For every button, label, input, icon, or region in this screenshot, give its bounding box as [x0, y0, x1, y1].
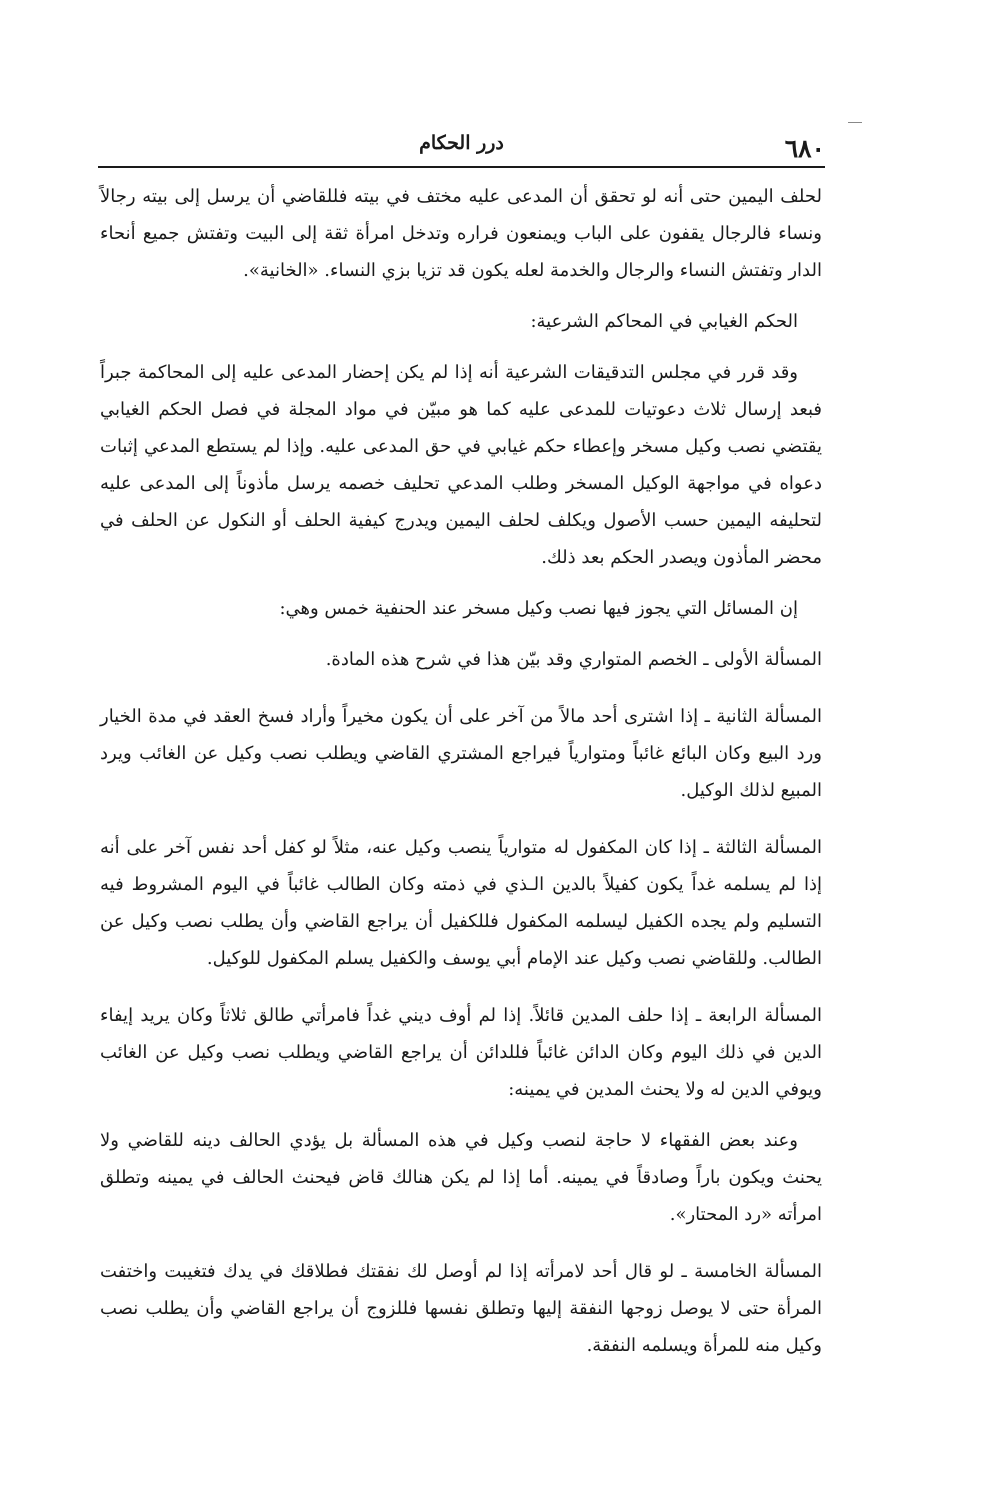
page-header — [98, 130, 825, 164]
running-title: درر الحكام — [419, 132, 504, 154]
page-number: ٦٨٠ — [784, 134, 825, 163]
paragraph: المسألة الثانية ـ إذا اشترى أحد مالاً من آخر على أن يكون مخيراً وأراد فسخ العقد في مدة الخيار ورد البيع وكان البائع غائباً ومتوارياً فيراجع المشتري القاضي ويطلب نصب وكيل عن الغائب ويرد المبيع لذلك الوكيل. — [100, 706, 822, 801]
paragraph: المسألة الأولى ـ الخصم المتواري وقد بيّن هذا في شرح هذه المادة. — [325, 649, 822, 670]
paragraph: المسألة الرابعة ـ إذا حلف المدين قائلاً. إذا لم أوف ديني غداً فامرأتي طالق ثلاثاً وكان يريد إيفاء الدين في ذلك اليوم وكان الدائن غائباً فللدائن أن يراجع القاضي ويطلب نصب وكيل عن الغائب ويوفي الدين له ولا يحنث المدين في يمينه: — [100, 1005, 822, 1100]
section-heading: الحكم الغيابي في المحاكم الشرعية: — [530, 311, 798, 332]
paragraph: لحلف اليمين حتى أنه لو تحقق أن المدعى عليه مختف في بيته فللقاضي أن يرسل إلى بيته رجالاً ونساء فالرجال يقفون على الباب ويمنعون فراره وتدخل امرأة ثقة إلى البيت وتفتش جميع أنحاء الدار وتفتش النساء والرجال والخدمة لعله يكون قد تزيا بزي النساء. «الخانية». — [100, 186, 822, 281]
paragraph: المسألة الثالثة ـ إذا كان المكفول له متوارياً ينصب وكيل عنه، مثلاً لو كفل أحد نفس آخر على أنه إذا لم يسلمه غداً يكون كفيلاً بالدين الـذي في ذمته وكان الطالب غائباً في اليوم المشروط فيه التسليم ولم يجده الكفيل ليسلمه المكفول فللكفيل أن يراجع القاضي وأن يطلب نصب وكيل عن الطالب. وللقاضي نصب وكيل عند الإمام أبي يوسف والكفيل يسلم المكفول للوكيل. — [100, 837, 822, 969]
paragraph: وعند بعض الفقهاء لا حاجة لنصب وكيل في هذه المسألة بل يؤدي الحالف دينه للقاضي ولا يحنث ويكون باراً وصادقاً في يمينه. أما إذا لم يكن هنالك قاض فيحنث الحالف في يمينه وتطلق امرأته «رد المحتار». — [100, 1130, 822, 1225]
paragraph: المسألة الخامسة ـ لو قال أحد لامرأته إذا لم أوصل لك نفقتك فطلاقك في يدك فتغيبت واختفت المرأة حتى لا يوصل زوجها النفقة إليها وتطلق نفسها فللزوج أن يراجع القاضي وأن يطلب نصب وكيل منه للمرأة ويسلمه النفقة. — [100, 1261, 822, 1356]
margin-mark — [848, 122, 862, 123]
page-body — [100, 178, 822, 1364]
header-rule — [98, 166, 825, 168]
paragraph: إن المسائل التي يجوز فيها نصب وكيل مسخر عند الحنفية خمس وهي: — [279, 598, 798, 619]
paragraph: وقد قرر في مجلس التدقيقات الشرعية أنه إذا لم يكن إحضار المدعى عليه إلى المحاكمة جبراً فبعد إرسال ثلاث دعوتيات للمدعى عليه كما هو مبيّن في مواد المجلة في فصل الحكم الغيابي يقتضي نصب وكيل مسخر وإعطاء حكم غيابي في حق المدعى عليه. وإذا لم يستطع المدعي إثبات دعواه في مواجهة الوكيل المسخر وطلب المدعي تحليف خصمه يرسل مأذوناً إلى المدعى عليه لتحليفه اليمين حسب الأصول ويكلف لحلف اليمين ويدرج كيفية الحلف أو النكول عن الحلف في محضر المأذون ويصدر الحكم بعد ذلك. — [100, 362, 822, 568]
